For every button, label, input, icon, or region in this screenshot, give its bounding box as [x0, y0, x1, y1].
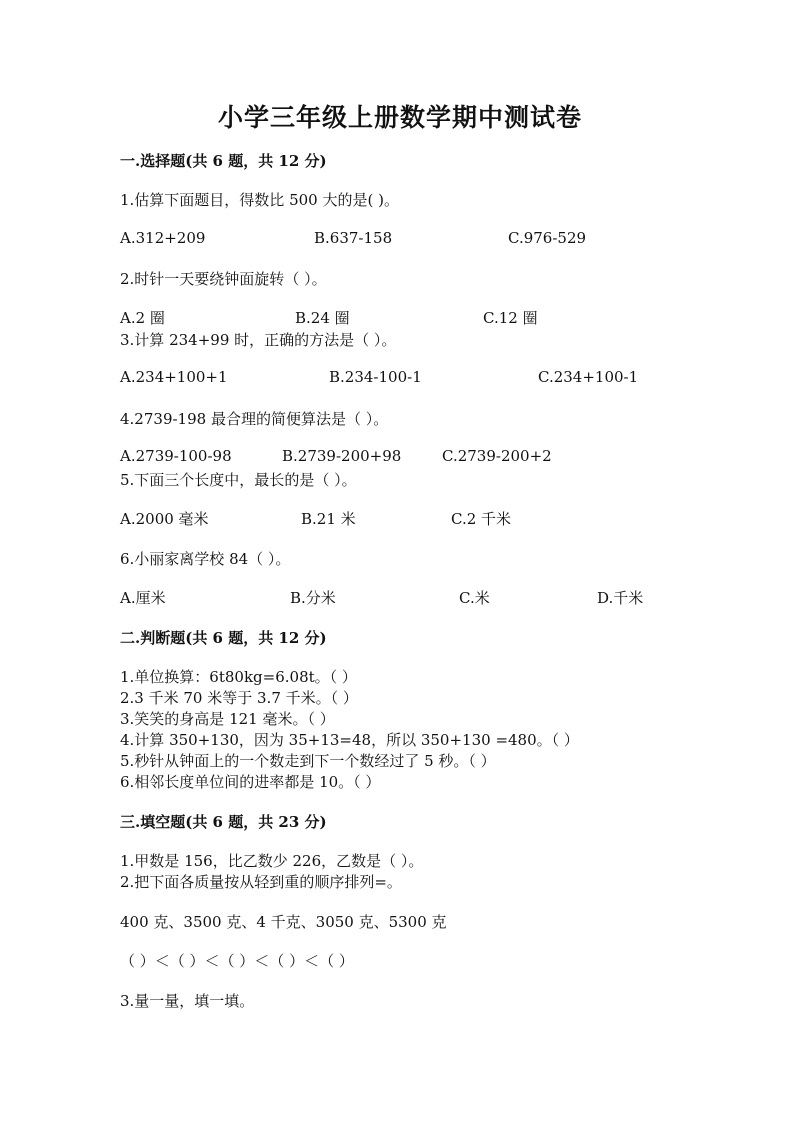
judgment-item: 3.笑笑的身高是 121 毫米。（ ）	[120, 710, 335, 728]
judgment-item: 2.3 千米 70 米等于 3.7 千米。（ ）	[120, 689, 358, 707]
question-text: 2.时针一天要绕钟面旋转（ ）。	[120, 270, 327, 288]
option-b: B.637-158	[314, 229, 393, 247]
option-b: B.2739-200+98	[282, 447, 402, 465]
order-blanks: （ ）＜（ ）＜（ ）＜（ ）＜（ ）	[120, 952, 354, 970]
option-d: D.千米	[597, 589, 644, 607]
fill-question: 3.量一量，填一填。	[120, 992, 255, 1010]
option-c: C.2739-200+2	[442, 447, 552, 465]
fill-question: 2.把下面各质量按从轻到重的顺序排列=。	[120, 873, 402, 891]
section-heading-fill-blank: 三.填空题(共 6 题，共 23 分)	[120, 813, 327, 831]
option-c: C.976-529	[508, 229, 587, 247]
section-heading-judgment: 二.判断题(共 6 题，共 12 分)	[120, 629, 327, 647]
option-b: B.234-100-1	[329, 368, 422, 386]
option-a: A.312+209	[120, 229, 206, 247]
judgment-item: 6.相邻长度单位间的进率都是 10。（ ）	[120, 773, 381, 791]
option-b: B.21 米	[301, 510, 356, 528]
option-a: A.2 圈	[120, 309, 165, 327]
option-c: C.2 千米	[451, 510, 512, 528]
option-a: A.2000 毫米	[120, 510, 209, 528]
option-a: A.厘米	[120, 589, 166, 607]
judgment-item: 4.计算 350+130，因为 35+13=48，所以 350+130 =480。（ ）	[120, 731, 579, 749]
question-text: 5.下面三个长度中，最长的是（ ）。	[120, 471, 357, 489]
judgment-item: 1.单位换算：6t80kg=6.08t。（ ）	[120, 668, 357, 686]
option-b: B.分米	[290, 589, 336, 607]
question-text: 3.计算 234+99 时，正确的方法是（ ）。	[120, 331, 397, 349]
question-text: 6.小丽家离学校 84（ ）。	[120, 550, 291, 568]
option-b: B.24 圈	[295, 309, 350, 327]
option-c: C.234+100-1	[538, 368, 639, 386]
fill-question: 1.甲数是 156，比乙数少 226，乙数是（ ）。	[120, 852, 424, 870]
option-a: A.234+100+1	[120, 368, 228, 386]
option-a: A.2739-100-98	[120, 447, 232, 465]
question-text: 4.2739-198 最合理的简便算法是（ ）。	[120, 410, 389, 428]
page-title: 小学三年级上册数学期中测试卷	[217, 103, 582, 132]
question-text: 1.估算下面题目，得数比 500 大的是( )。	[120, 191, 399, 209]
option-c: C.米	[459, 589, 490, 607]
section-heading-choice: 一.选择题(共 6 题，共 12 分)	[120, 152, 327, 170]
judgment-item: 5.秒针从钟面上的一个数走到下一个数经过了 5 秒。（ ）	[120, 752, 496, 770]
weights-list: 400 克、3500 克、4 千克、3050 克、5300 克	[120, 913, 447, 931]
option-c: C.12 圈	[483, 309, 538, 327]
